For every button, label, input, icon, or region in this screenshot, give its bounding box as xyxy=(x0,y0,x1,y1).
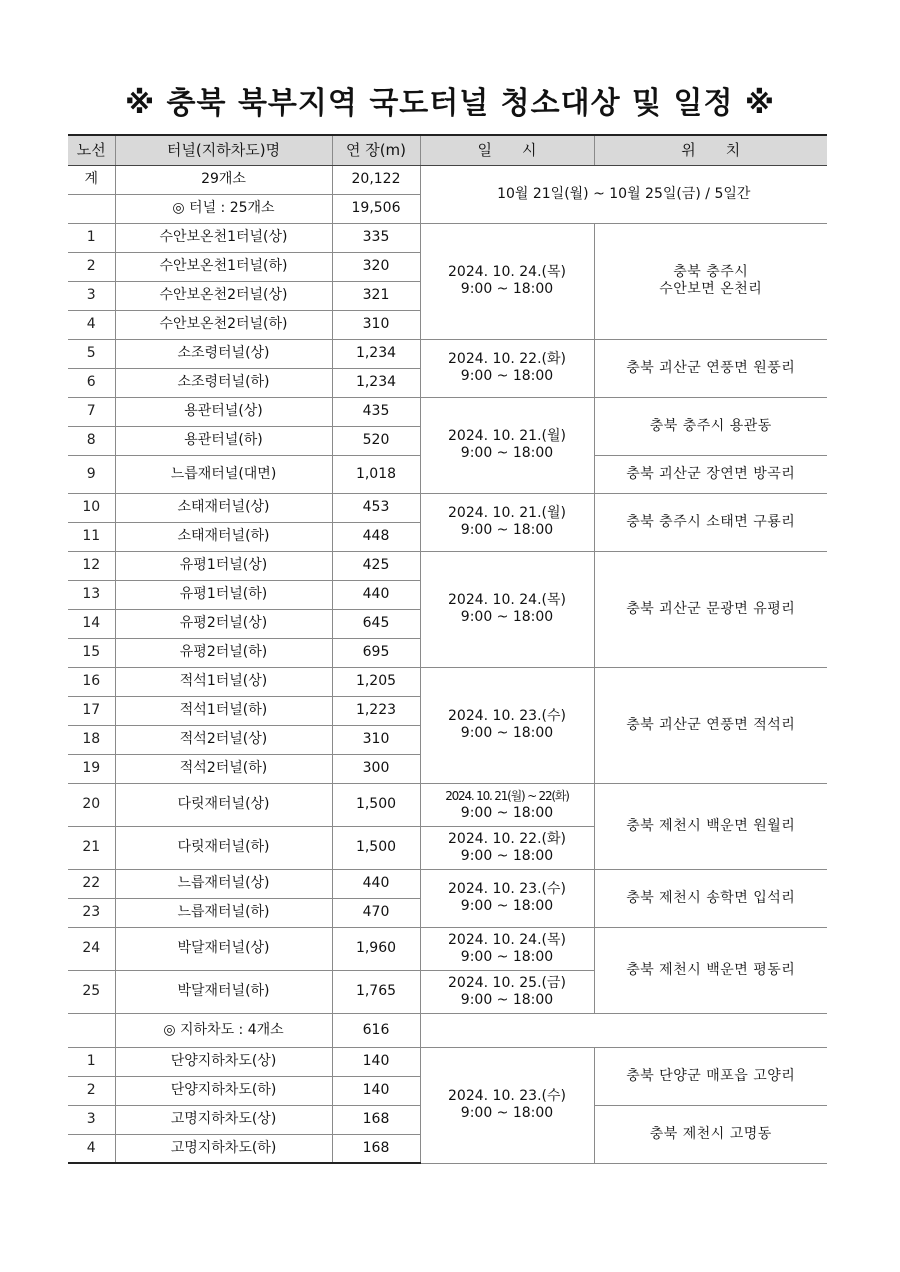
tunnel-length: 1,500 xyxy=(332,826,420,869)
schedule-cell xyxy=(420,1047,594,1163)
row-no: 21 xyxy=(68,826,115,869)
underpass-subtotal-label: ◎ 지하차도 : 4개소 xyxy=(115,1013,332,1047)
tunnel-name: 적석1터널(상) xyxy=(115,667,332,696)
schedule-date: 2024. 10. 24.(목) xyxy=(448,592,566,608)
schedule-cell xyxy=(420,970,594,1013)
tunnel-length: 448 xyxy=(332,522,420,551)
row-no: 10 xyxy=(68,493,115,522)
row-no: 8 xyxy=(68,426,115,455)
schedule-time: 9:00 ~ 18:00 xyxy=(460,991,554,1008)
table-row xyxy=(68,551,827,580)
row-no: 22 xyxy=(68,869,115,898)
location-cell: 충북 단양군 매포읍 고양리 xyxy=(594,1047,827,1105)
schedule-cell xyxy=(420,223,594,339)
total-length: 20,122 xyxy=(332,165,420,194)
tunnel-length: 645 xyxy=(332,609,420,638)
row-no: 13 xyxy=(68,580,115,609)
schedule-date: 2024. 10. 23.(수) xyxy=(448,1088,566,1104)
schedule-date: 2024. 10. 22.(화) xyxy=(448,830,566,847)
schedule-date: 2024. 10. 25.(금) xyxy=(448,974,566,991)
row-no: 23 xyxy=(68,898,115,927)
tunnel-length: 520 xyxy=(332,426,420,455)
tunnel-length: 440 xyxy=(332,869,420,898)
schedule-cell xyxy=(420,826,594,869)
location-cell: 충북 제천시 고명동 xyxy=(594,1105,827,1163)
tunnel-length: 310 xyxy=(332,725,420,754)
tunnel-subtotal-length: 19,506 xyxy=(332,194,420,223)
tunnel-name: 소조령터널(상) xyxy=(115,339,332,368)
schedule-date: 2024. 10. 21.(월) xyxy=(448,428,566,444)
location-line: 수안보면 온천리 xyxy=(659,281,763,297)
underpass-name: 단양지하차도(상) xyxy=(115,1047,332,1076)
row-no: 3 xyxy=(68,281,115,310)
total-label: 계 xyxy=(68,165,115,194)
tunnel-name: 적석1터널(하) xyxy=(115,696,332,725)
schedule-time: 9:00 ~ 18:00 xyxy=(460,445,554,461)
tunnel-length: 435 xyxy=(332,397,420,426)
underpass-length: 140 xyxy=(332,1047,420,1076)
schedule-date: 2024. 10. 24.(목) xyxy=(448,264,566,280)
schedule-cell xyxy=(420,339,594,397)
table-row xyxy=(68,927,827,970)
blank-cell xyxy=(68,1013,115,1047)
row-no: 12 xyxy=(68,551,115,580)
tunnel-name: 적석2터널(하) xyxy=(115,754,332,783)
schedule-date: 2024. 10. 23.(수) xyxy=(448,881,566,897)
tunnel-length: 1,234 xyxy=(332,368,420,397)
schedule-date: 2024. 10. 23.(수) xyxy=(448,708,566,724)
schedule-time: 9:00 ~ 18:00 xyxy=(460,1105,554,1121)
row-no: 17 xyxy=(68,696,115,725)
tunnel-length: 470 xyxy=(332,898,420,927)
tunnel-name: 느릅재터널(대면) xyxy=(115,455,332,493)
location-cell: 충북 괴산군 연풍면 적석리 xyxy=(594,667,827,783)
tunnel-length: 1,018 xyxy=(332,455,420,493)
row-no: 3 xyxy=(68,1105,115,1134)
row-no: 4 xyxy=(68,1134,115,1163)
schedule-time: 9:00 ~ 18:00 xyxy=(460,522,554,538)
underpass-name: 고명지하차도(상) xyxy=(115,1105,332,1134)
header-route: 노선 xyxy=(68,135,115,165)
tunnel-length: 300 xyxy=(332,754,420,783)
location-line: 충북 충주시 xyxy=(673,264,749,280)
row-no: 20 xyxy=(68,783,115,826)
schedule-date: 2024. 10. 21(월) ~ 22(화) xyxy=(445,788,569,803)
tunnel-length: 1,500 xyxy=(332,783,420,826)
tunnel-subtotal-label: ◎ 터널 : 25개소 xyxy=(115,194,332,223)
tunnel-name: 느릅재터널(하) xyxy=(115,898,332,927)
tunnel-name: 유평1터널(하) xyxy=(115,580,332,609)
header-name: 터널(지하차도)명 xyxy=(115,135,332,165)
schedule-time: 9:00 ~ 18:00 xyxy=(460,609,554,625)
underpass-length: 168 xyxy=(332,1105,420,1134)
underpass-name: 고명지하차도(하) xyxy=(115,1134,332,1163)
header-row xyxy=(68,135,827,165)
schedule-time: 9:00 ~ 18:00 xyxy=(460,804,554,821)
tunnel-length: 1,765 xyxy=(332,970,420,1013)
row-no: 7 xyxy=(68,397,115,426)
tunnel-name: 용관터널(상) xyxy=(115,397,332,426)
tunnel-name: 유평2터널(하) xyxy=(115,638,332,667)
tunnel-name: 수안보온천1터널(하) xyxy=(115,252,332,281)
tunnel-name: 다릿재터널(상) xyxy=(115,783,332,826)
schedule-cell xyxy=(420,667,594,783)
table-row xyxy=(68,869,827,898)
tunnel-length: 320 xyxy=(332,252,420,281)
location-cell: 충북 제천시 백운면 원월리 xyxy=(594,783,827,869)
row-no: 25 xyxy=(68,970,115,1013)
tunnel-length: 1,223 xyxy=(332,696,420,725)
row-no: 5 xyxy=(68,339,115,368)
underpass-subtotal-row xyxy=(68,1013,827,1047)
tunnel-name: 용관터널(하) xyxy=(115,426,332,455)
location-cell: 충북 제천시 송학면 입석리 xyxy=(594,869,827,927)
schedule-cell xyxy=(420,551,594,667)
tunnel-name: 유평2터널(상) xyxy=(115,609,332,638)
table-row xyxy=(68,339,827,368)
schedule-date: 2024. 10. 21.(월) xyxy=(448,505,566,521)
tunnel-name: 유평1터널(상) xyxy=(115,551,332,580)
tunnel-name: 박달재터널(하) xyxy=(115,970,332,1013)
tunnel-length: 310 xyxy=(332,310,420,339)
tunnel-length: 425 xyxy=(332,551,420,580)
row-no: 15 xyxy=(68,638,115,667)
blank-cell xyxy=(420,1013,827,1047)
table-row xyxy=(68,397,827,426)
header-length: 연 장(m) xyxy=(332,135,420,165)
header-date: 일 시 xyxy=(420,135,594,165)
location-cell: 충북 제천시 백운면 평동리 xyxy=(594,927,827,1013)
underpass-subtotal-length: 616 xyxy=(332,1013,420,1047)
schedule-date: 2024. 10. 22.(화) xyxy=(448,351,566,367)
table-row xyxy=(68,1047,827,1076)
tunnel-name: 박달재터널(상) xyxy=(115,927,332,970)
table-row xyxy=(68,223,827,252)
tunnel-name: 수안보온천2터널(상) xyxy=(115,281,332,310)
tunnel-length: 1,205 xyxy=(332,667,420,696)
row-no: 4 xyxy=(68,310,115,339)
tunnel-name: 수안보온천1터널(상) xyxy=(115,223,332,252)
schedule-cell xyxy=(420,397,594,493)
tunnel-name: 소태재터널(하) xyxy=(115,522,332,551)
row-no: 2 xyxy=(68,1076,115,1105)
tunnel-name: 소조령터널(하) xyxy=(115,368,332,397)
tunnel-length: 695 xyxy=(332,638,420,667)
location-cell: 충북 충주시 용관동 xyxy=(594,397,827,455)
tunnel-length: 1,234 xyxy=(332,339,420,368)
underpass-name: 단양지하차도(하) xyxy=(115,1076,332,1105)
location-cell xyxy=(594,223,827,339)
table-row xyxy=(68,667,827,696)
table-row xyxy=(68,783,827,826)
schedule-time: 9:00 ~ 18:00 xyxy=(460,898,554,914)
header-location: 위 치 xyxy=(594,135,827,165)
schedule-date: 2024. 10. 24.(목) xyxy=(448,931,566,948)
tunnel-length: 1,960 xyxy=(332,927,420,970)
location-cell: 충북 충주시 소태면 구룡리 xyxy=(594,493,827,551)
row-no: 16 xyxy=(68,667,115,696)
row-no: 19 xyxy=(68,754,115,783)
schedule-cell xyxy=(420,869,594,927)
row-no: 1 xyxy=(68,1047,115,1076)
schedule-cell xyxy=(420,927,594,970)
location-cell: 충북 괴산군 장연면 방곡리 xyxy=(594,455,827,493)
row-no: 6 xyxy=(68,368,115,397)
schedule-time: 9:00 ~ 18:00 xyxy=(460,847,554,864)
underpass-length: 168 xyxy=(332,1134,420,1163)
schedule-time: 9:00 ~ 18:00 xyxy=(460,281,554,297)
schedule-time: 9:00 ~ 18:00 xyxy=(460,368,554,384)
row-no: 2 xyxy=(68,252,115,281)
underpass-length: 140 xyxy=(332,1076,420,1105)
tunnel-cleaning-table xyxy=(68,134,827,1164)
tunnel-length: 321 xyxy=(332,281,420,310)
tunnel-length: 453 xyxy=(332,493,420,522)
tunnel-name: 느릅재터널(상) xyxy=(115,869,332,898)
row-no: 9 xyxy=(68,455,115,493)
location-cell: 충북 괴산군 문광면 유평리 xyxy=(594,551,827,667)
cleaning-period: 10월 21일(월) ~ 10월 25일(금) / 5일간 xyxy=(420,165,827,223)
row-no: 24 xyxy=(68,927,115,970)
tunnel-name: 수안보온천2터널(하) xyxy=(115,310,332,339)
row-no: 11 xyxy=(68,522,115,551)
row-no: 14 xyxy=(68,609,115,638)
tunnel-length: 335 xyxy=(332,223,420,252)
schedule-cell xyxy=(420,493,594,551)
total-row xyxy=(68,165,827,194)
table-row xyxy=(68,493,827,522)
schedule-time: 9:00 ~ 18:00 xyxy=(460,948,554,965)
row-no: 1 xyxy=(68,223,115,252)
schedule-cell xyxy=(420,783,594,826)
blank-cell xyxy=(68,194,115,223)
schedule-time: 9:00 ~ 18:00 xyxy=(460,725,554,741)
tunnel-name: 다릿재터널(하) xyxy=(115,826,332,869)
row-no: 18 xyxy=(68,725,115,754)
tunnel-name: 적석2터널(상) xyxy=(115,725,332,754)
tunnel-name: 소태재터널(상) xyxy=(115,493,332,522)
location-cell: 충북 괴산군 연풍면 원풍리 xyxy=(594,339,827,397)
total-count: 29개소 xyxy=(115,165,332,194)
page-title: ※ 충북 북부지역 국도터널 청소대상 및 일정 ※ xyxy=(124,86,776,121)
tunnel-length: 440 xyxy=(332,580,420,609)
